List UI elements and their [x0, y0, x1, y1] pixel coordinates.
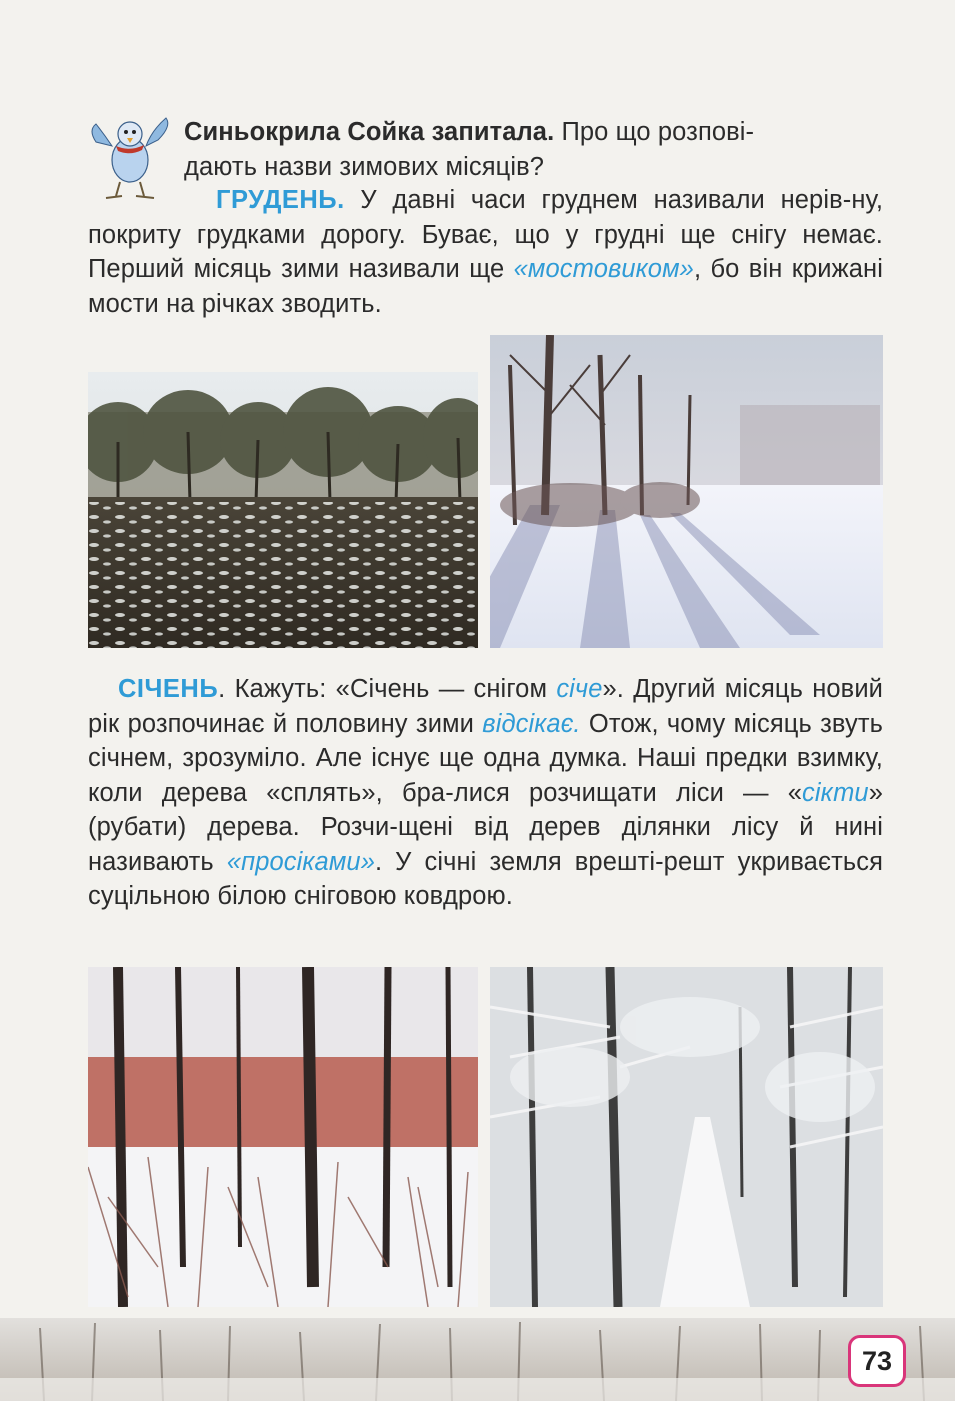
january-text-1: . Кажуть: «Січень — снігом — [218, 675, 557, 703]
month-heading-january: СІЧЕНЬ — [118, 675, 219, 703]
photo-field-with-trees — [88, 372, 478, 648]
january-text-4: » (рубати) дерева. Розчи-щені від дерев ділянки лісу й нині називають — [88, 778, 883, 876]
keyword-syche: січе — [556, 675, 603, 703]
question-text-2: дають назви зимових місяців? — [184, 152, 545, 181]
january-text-3: Отож, чому місяць звуть січнем, зрозуміло. Але існує ще одна думка. Наші предки взимку, коли дерева «сплять», бра-лися розчищати ліси — « — [88, 709, 884, 807]
speaker-name: Синьокрила Сойка запитала. — [184, 118, 555, 146]
page-number-badge — [848, 1335, 906, 1387]
month-heading-december: ГРУДЕНЬ. — [216, 186, 345, 214]
page-number: 73 — [861, 1345, 893, 1376]
winter-forest-footer-strip — [0, 1318, 955, 1401]
january-text-5: . У січні земля врешті-решт укривається суцільною білою сніговою ковдрою. — [88, 847, 883, 910]
december-paragraph — [88, 183, 883, 321]
december-text-2: , бо він крижані мости на річках зводить. — [88, 255, 884, 318]
keyword-vidsikaie: відсікає. — [482, 709, 581, 738]
january-paragraph — [88, 672, 883, 914]
december-text-1: У давні часи груднем називали нерів-ну, покриту грудками дорогу. Буває, що у грудні ще снігу немає. Перший місяць зими називали ще — [88, 186, 883, 283]
question-text-1: Про що розпові- — [561, 118, 755, 146]
keyword-mostovyk: «мостовиком» — [513, 255, 694, 283]
photo-winter-forest-building — [88, 967, 478, 1307]
photo-snowy-park-shadows — [490, 335, 883, 648]
january-text-2: ». Другий місяць новий рік розпочинає й половину зими — [88, 675, 884, 738]
keyword-sikty: сікти — [802, 778, 869, 807]
keyword-prosiky: «просіками» — [226, 847, 375, 876]
intro-paragraph — [184, 115, 884, 184]
photo-snowy-forest-path — [490, 967, 883, 1307]
